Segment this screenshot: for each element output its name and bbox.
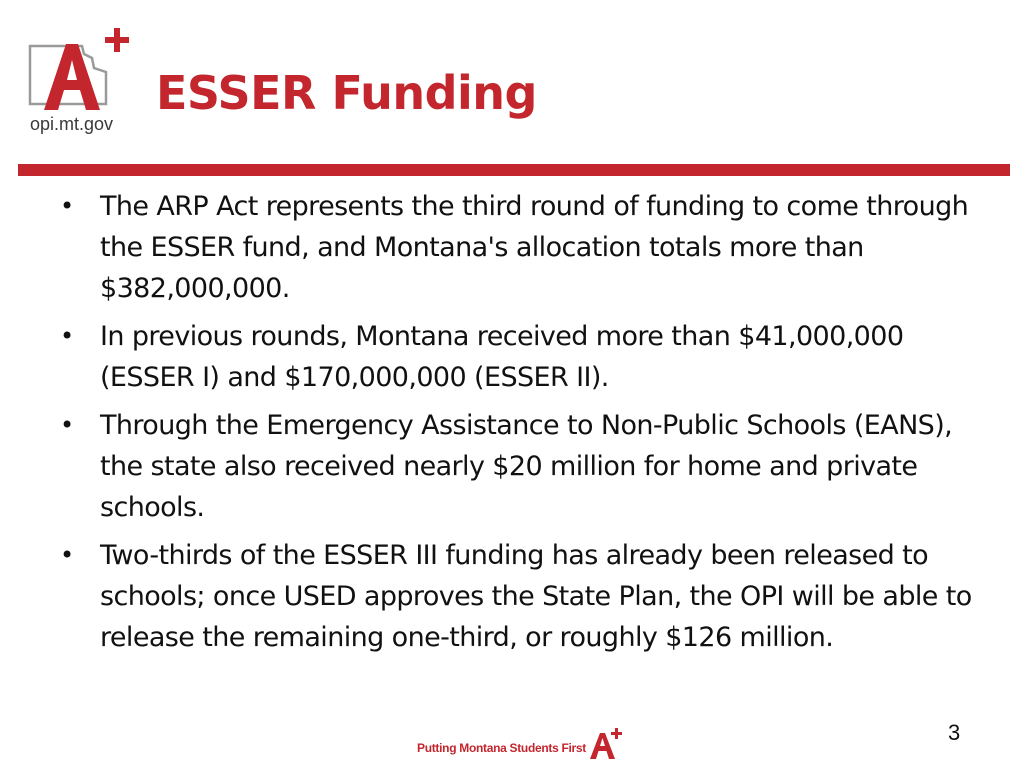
bullet-item: • Through the Emergency Assistance to Non-Public Schools (EANS), the state also received nearly $20 million for home and private schools.	[58, 405, 978, 528]
bullet-item: • In previous rounds, Montana received more than $41,000,000 (ESSER I) and $170,000,000 (ESSER II).	[58, 316, 978, 398]
title-divider	[18, 164, 1010, 176]
bullet-list	[58, 186, 978, 665]
bullet-item: • Two-thirds of the ESSER III funding has already been released to schools; once USED approves the State Plan, the OPI will be able to release the remaining one-third, or roughly $126 million.	[58, 535, 978, 658]
bullet-dot-icon: •	[60, 541, 74, 569]
bullet-dot-icon: •	[60, 322, 74, 350]
page-title: ESSER Funding	[156, 66, 537, 120]
logo-url-text: opi.mt.gov	[30, 114, 114, 134]
footer-tagline: Putting Montana Students First	[417, 741, 586, 755]
bullet-item: • The ARP Act represents the third round of funding to come through the ESSER fund, and Montana's allocation totals more than $382,000,000.	[58, 186, 978, 309]
bullet-dot-icon: •	[60, 411, 74, 439]
a-plus-icon	[588, 727, 622, 761]
bullet-dot-icon: •	[60, 192, 74, 220]
footer-logo	[417, 727, 622, 761]
page-number: 3	[948, 720, 961, 745]
montana-a-plus-icon	[22, 24, 142, 124]
